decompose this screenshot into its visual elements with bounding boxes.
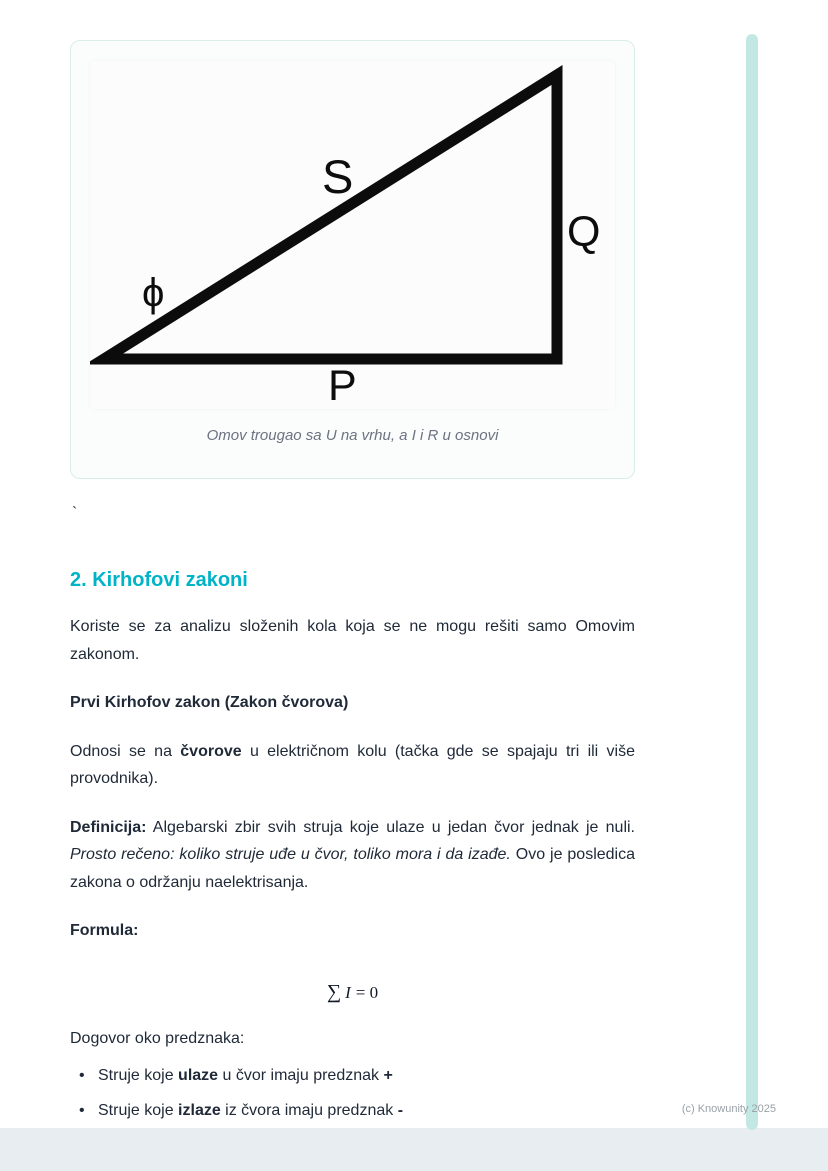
definition-paragraph [70,814,635,897]
nodes-text-a: Odnosi se na [70,742,181,760]
bullet-text-c: u čvor imaju predznak [218,1067,384,1084]
bullet-sign: - [397,1102,404,1119]
bullet-text-a: Struje koje [98,1067,179,1084]
list-item [98,1065,635,1087]
definition-label: Definicija: [70,818,147,836]
triangle-label-s: S [322,150,354,203]
nodes-text-c: u električnom kolu (tačka gde se spajaju tri ili više provodnika). [70,742,635,787]
triangle-diagram [90,61,615,409]
definition-text-c: Ovo je posledica zakona o održanju naelektrisanja. [70,846,635,891]
bullet-text-a: Struje koje [98,1102,179,1119]
law-title [70,689,635,717]
formula-rest: = 0 [355,982,379,1002]
triangle-label-q: Q [567,208,601,256]
sign-convention-list [70,1065,635,1122]
intro-paragraph [70,613,635,668]
bullet-text-bold: ulaze [178,1067,219,1084]
nodes-text-bold: čvorove [180,742,242,760]
bullet-text-bold: izlaze [178,1102,221,1119]
figure-card [70,40,635,479]
sum-symbol: ∑ [326,980,342,1003]
formula [70,981,635,1004]
formula-label-text: Formula: [70,922,139,939]
bullet-sign: + [383,1067,393,1084]
triangle-label-phi: ϕ [142,271,165,315]
law-title-text: Prvi Kirhofov zakon (Zakon čvorova) [70,694,349,711]
sign-convention-intro [70,1025,635,1053]
page-bottom-edge [0,1128,828,1171]
section-heading: 2. Kirhofovi zakoni [70,569,248,591]
formula-variable: I [345,982,351,1002]
definition-text-a: Algebarski zbir svih struja koje ulaze u jedan čvor jednak je nuli. [146,818,635,836]
sign-convention-text: Dogovor oko predznaka: [70,1029,245,1047]
formula-label [70,917,635,945]
figure-caption: Omov trougao sa U na vrhu, a I i R u osnovi [206,427,499,444]
list-item [98,1100,635,1122]
stray-backtick: ` [72,505,78,522]
definition-text-italic: Prosto rečeno: koliko struje uđe u čvor, toliko mora i da izađe. [70,846,511,863]
copyright-watermark: (c) Knowunity 2025 [681,1103,776,1115]
nodes-paragraph [70,738,635,793]
bullet-text-c: iz čvora imaju predznak [220,1102,398,1119]
scrollbar-thumb[interactable] [746,34,758,1130]
document-column [70,40,635,1122]
ohm-triangle-figure [90,61,615,409]
triangle-label-p: P [328,362,357,410]
intro-text: Koriste se za analizu složenih kola koja se ne mogu rešiti samo Omovim zakonom. [70,618,635,663]
